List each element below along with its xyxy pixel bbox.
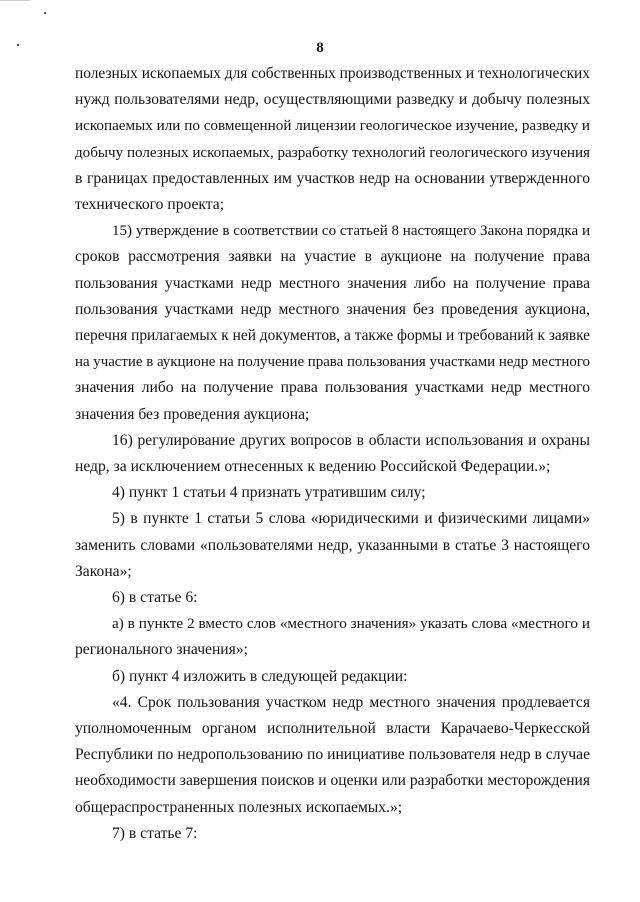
- text-line: 16) регулирование других вопросов в области использования и охраны: [112, 431, 590, 449]
- scan-artifact: [44, 12, 46, 14]
- page-number: 8: [316, 40, 324, 56]
- paragraph-p5: [75, 506, 590, 585]
- text-line: ископаемых или по совмещенной лицензии геологическое изучение, разведку и: [75, 117, 590, 135]
- text-line: в границах предоставленных им участков недр на основании утвержденного: [75, 169, 590, 187]
- text-line: полезных ископаемых для собственных производственных и технологических: [75, 65, 590, 82]
- document-body: [75, 61, 590, 847]
- text-line: Закона»;: [75, 562, 132, 580]
- paragraph-p3: [75, 428, 590, 480]
- paragraph-p10: [75, 821, 590, 847]
- paragraph-p2: [75, 218, 590, 428]
- text-line: а) в пункте 2 вместо слов «местного значения» указать слова «местного и: [112, 615, 590, 633]
- text-line: 4) пункт 1 статьи 4 признать утратившим силу;: [112, 484, 426, 502]
- text-line: технического проекта;: [75, 196, 225, 214]
- text-line: общераспространенных полезных ископаемых.»;: [75, 798, 403, 816]
- text-line: недр, за исключением отнесенных к ведению Российской Федерации.»;: [75, 458, 551, 476]
- text-line: 15) утверждение в соответствии со статьей 8 настоящего Закона порядка и: [112, 223, 590, 240]
- text-line: добычу полезных ископаемых, разработку технологий геологического изучения: [75, 144, 590, 161]
- text-line: заменить словами «пользователями недр, указанными в статье 3 настоящего: [75, 536, 590, 554]
- paragraph-p7: [75, 611, 590, 663]
- text-line: 5) в пункте 1 статьи 5 слова «юридическими и физическими лицами»: [112, 510, 590, 528]
- scan-artifact: [0, 0, 30, 1]
- text-line: значения без проведения аукциона;: [75, 405, 310, 423]
- text-line: пользования участками недр местного значения без проведения аукциона,: [75, 300, 590, 318]
- text-line: значения либо на получение права пользования участками недр местного: [75, 379, 590, 397]
- paragraph-p4: [75, 480, 590, 506]
- text-line: «4. Срок пользования участком недр местного значения продлевается: [112, 693, 590, 711]
- text-line: на участие в аукционе на получение права пользования участками недр местного: [75, 354, 590, 371]
- text-line: нужд пользователями недр, осуществляющими разведку и добычу полезных: [75, 91, 590, 109]
- text-line: регионального значения»;: [75, 641, 248, 659]
- paragraph-p6: [75, 585, 590, 611]
- text-line: Республики по недропользованию по инициативе пользователя недр в случае: [75, 746, 590, 764]
- text-line: необходимости завершения поисков и оценки или разработки месторождения: [75, 772, 590, 790]
- paragraph-p9: [75, 690, 590, 821]
- paragraph-p1: [75, 61, 590, 218]
- text-line: уполномоченным органом исполнительной власти Карачаево-Черкесской: [75, 720, 590, 738]
- text-line: перечня прилагаемых к ней документов, а также формы и требований к заявке: [75, 327, 590, 345]
- text-line: 7) в статье 7:: [112, 824, 198, 842]
- paragraph-p8: [75, 664, 590, 690]
- text-line: пользования участками недр местного значения либо на получение права: [75, 274, 590, 292]
- text-line: 6) в статье 6:: [112, 589, 198, 607]
- text-line: б) пункт 4 изложить в следующей редакции:: [112, 667, 408, 685]
- text-line: сроков рассмотрения заявки на участие в аукционе на получение права: [75, 248, 590, 266]
